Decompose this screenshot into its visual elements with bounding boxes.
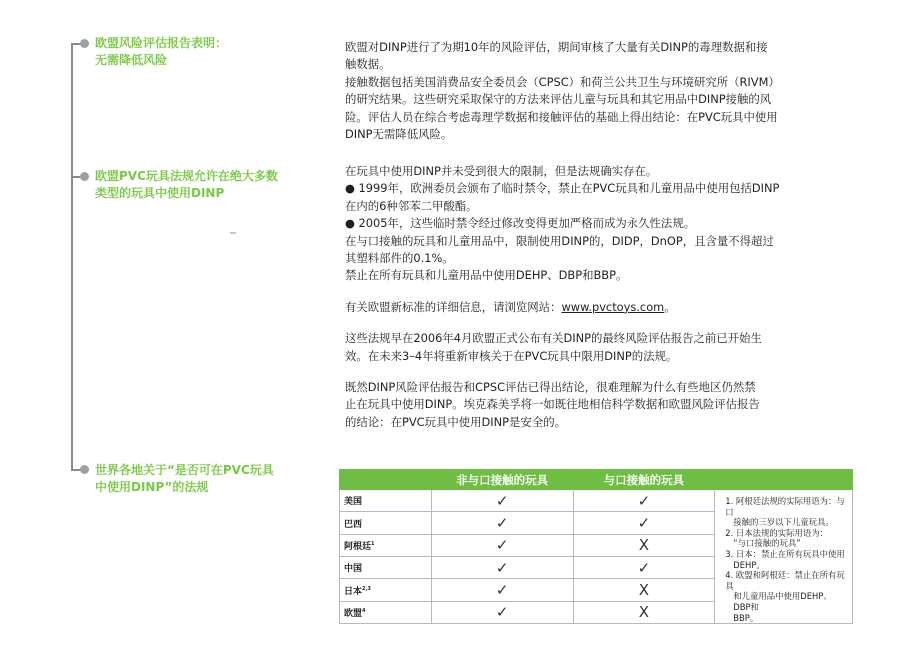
body-line: 禁止在所有玩具和儿童用品中使用DEHP、DBP和BBP。: [345, 268, 628, 283]
non-mouth-cell: ✓: [431, 557, 573, 579]
note-line: 1. 阿根廷法规的实际用语为：与口: [725, 496, 845, 517]
body-line: 效。在未来3–4年将重新审核关于在PVC玩具中限用DINP的法规。: [345, 348, 678, 363]
table-header-row: [340, 470, 853, 490]
non-mouth-cell: ✓: [431, 512, 573, 534]
side-heading-line: 中使用DINP”的法规: [95, 480, 209, 494]
mouth-cell: X: [573, 601, 715, 623]
website-prefix: 有关欧盟新标准的详细信息，请浏览网站：: [345, 299, 562, 314]
table-header-non-mouth: 非与口接触的玩具: [431, 470, 573, 490]
section-risk-assessment-body: [345, 39, 857, 143]
decorative-mark: [230, 232, 236, 234]
mouth-cell: X: [573, 534, 715, 556]
body-line: 触数据。: [345, 57, 391, 72]
website-suffix: 。: [664, 299, 676, 314]
side-heading-risk-assessment: [95, 35, 295, 69]
body-line: 的结论：在PVC玩具中使用DINP是安全的。: [345, 414, 566, 429]
side-heading-world-regulations: [95, 462, 295, 496]
body-line: 既然DINP风险评估报告和CPSC评估已得出结论，很难理解为什么有些地区仍然禁: [345, 380, 756, 395]
timeline-dot: [80, 465, 89, 474]
country-cell: 美国: [340, 490, 432, 512]
non-mouth-cell: ✓: [431, 490, 573, 512]
body-line: 其塑料部件的0.1%。: [345, 251, 454, 266]
table-header-mouth: 与口接触的玩具: [573, 470, 715, 490]
side-heading-line: 欧盟风险评估报告表明：: [95, 36, 228, 50]
body-line: 在与口接触的玩具和儿童用品中，限制使用DINP的，DIDP，DnOP，且含量不得超过: [345, 233, 774, 248]
regulation-comparison-table: [339, 469, 853, 624]
body-line: ● 1999年，欧洲委员会颁布了临时禁令，禁止在PVC玩具和儿童用品中使用包括DINP: [345, 181, 780, 196]
timeline-dot: [80, 172, 89, 181]
side-heading-line: 世界各地关于“是否可在PVC玩具: [95, 463, 274, 477]
side-heading-line: 欧盟PVC玩具法规允许在绝大多数: [95, 169, 278, 183]
country-cell: 中国: [340, 557, 432, 579]
country-cell: 阿根廷$^1$: [340, 534, 432, 556]
mouth-cell: ✓: [573, 512, 715, 534]
section-eu-regulation-body: [345, 163, 857, 431]
body-line: DINP无需降低风险。: [345, 127, 453, 142]
body-line: 的研究结果。这些研究采取保守的方法来评估儿童与玩具和其它用品中DINP接触的风: [345, 92, 772, 107]
note-line: DEHP。: [733, 559, 765, 570]
side-heading-line: 类型的玩具中使用DINP: [95, 186, 225, 200]
note-line: 接触的三岁以下儿童玩具。: [733, 517, 834, 528]
table-header-empty: [340, 470, 432, 490]
side-heading-eu-regulation: [95, 168, 295, 202]
mouth-cell: ✓: [573, 490, 715, 512]
country-cell: 日本$^{2,3}$: [340, 579, 432, 601]
body-line: 欧盟对DINP进行了为期10年的风险评估，期间审核了大量有关DINP的毒理数据和接: [345, 40, 768, 54]
non-mouth-cell: ✓: [431, 534, 573, 556]
mouth-cell: X: [573, 579, 715, 601]
table-row: [340, 490, 853, 512]
body-line: 接触数据包括美国消费品安全委员会（CPSC）和荷兰公共卫生与环境研究所（RIVM）: [345, 74, 780, 89]
note-line: 2. 日本法规的实际用语为：: [725, 527, 829, 538]
non-mouth-cell: ✓: [431, 601, 573, 623]
body-line: ● 2005年，这些临时禁令经过修改变得更加严格而成为永久性法规。: [345, 216, 696, 231]
note-line: 3. 日本：禁止在所有玩具中使用: [725, 548, 845, 559]
side-heading-line: 无需降低风险: [95, 53, 168, 67]
body-line: 在玩具中使用DINP并未受到很大的限制，但是法规确实存在。: [345, 164, 658, 178]
website-paragraph: [345, 299, 857, 316]
body-line: 在内的6种邻苯二甲酸酯。: [345, 198, 478, 213]
country-cell: 巴西: [340, 512, 432, 534]
mouth-cell: ✓: [573, 557, 715, 579]
table-header-notes: [715, 470, 853, 490]
body-line: 险。评估人员在综合考虑毒理学数据和接触评估的基础上得出结论：在PVC玩具中使用: [345, 109, 778, 124]
country-cell: 欧盟$^4$: [340, 601, 432, 623]
note-line: 和儿童用品中使用DEHP、DBP和: [733, 591, 832, 612]
note-line: “与口接触的玩具”: [733, 538, 801, 549]
body-line: 止在玩具中使用DINP。埃克森美孚将一如既往地相信科学数据和欧盟风险评估报告: [345, 397, 760, 412]
non-mouth-cell: ✓: [431, 579, 573, 601]
note-line: BBP。: [733, 612, 759, 623]
table-notes: [715, 490, 853, 624]
note-line: 4. 欧盟和阿根廷：禁止在所有玩具: [725, 570, 845, 591]
timeline-line: [71, 43, 73, 470]
website-link[interactable]: www.pvctoys.com: [561, 299, 665, 314]
body-line: 这些法规早在2006年4月欧盟正式公布有关DINP的最终风险评估报告之前已开始生: [345, 331, 762, 346]
timeline-dot: [80, 39, 89, 48]
